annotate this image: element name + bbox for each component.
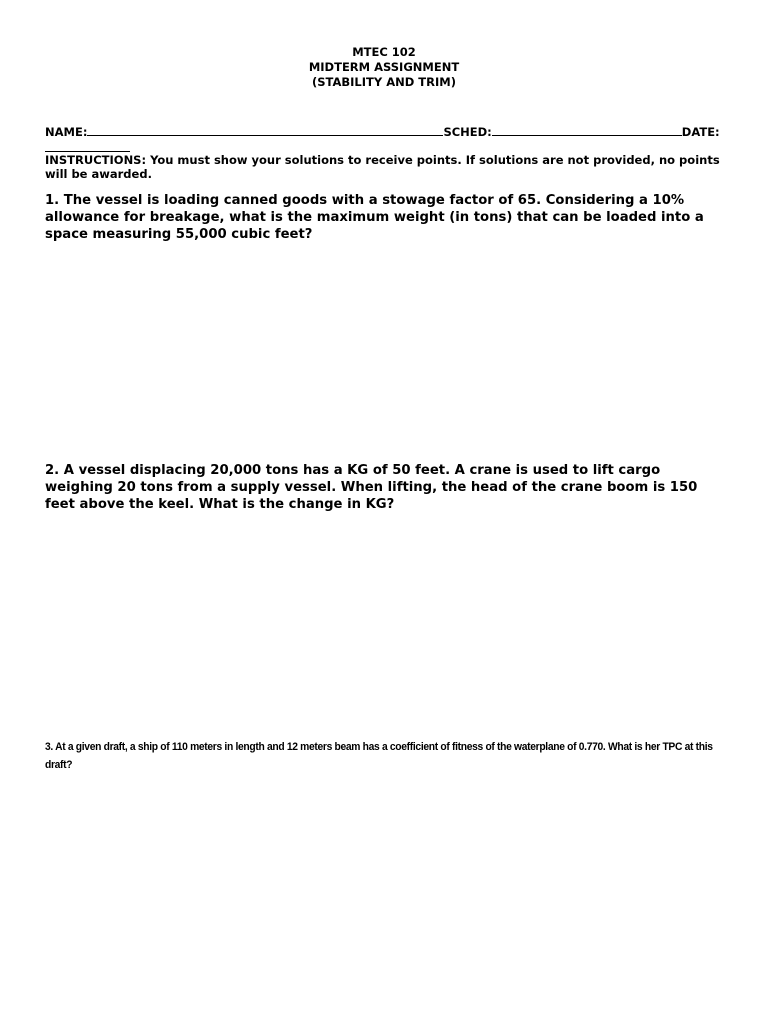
sched-label: SCHED: (443, 125, 492, 139)
date-label: DATE: (681, 125, 720, 139)
document-header (0, 45, 768, 90)
instructions: INSTRUCTIONS: You must show your solutions to receive points. If solutions are not provided, no points will be awarded. (45, 153, 720, 181)
sched-blank (492, 124, 682, 136)
date-blank (45, 140, 130, 152)
student-info-line (45, 124, 725, 140)
document-title: MIDTERM ASSIGNMENT (308, 60, 460, 74)
name-blank (87, 124, 443, 136)
question-2: 2. A vessel displacing 20,000 tons has a KG of 50 feet. A crane is used to lift cargo weighing 20 tons from a supply vessel. When lifting, the head of the crane boom is 150 feet above the keel. What is the change in KG? (45, 463, 698, 512)
question-3: 3. At a given draft, a ship of 110 meters in length and 12 meters beam has a coefficient of fitness of the waterplane of 0.770. What is her TPC at this draft? (45, 741, 713, 771)
document-subtitle: (STABILITY AND TRIM) (312, 75, 456, 89)
course-code: MTEC 102 (352, 45, 416, 59)
name-label: NAME: (45, 125, 88, 139)
question-1: 1. The vessel is loading canned goods with a stowage factor of 65. Considering a 10% allowance for breakage, what is the maximum weight (in tons) that can be loaded into a space measuring 55,000 cubic feet? (45, 193, 704, 242)
